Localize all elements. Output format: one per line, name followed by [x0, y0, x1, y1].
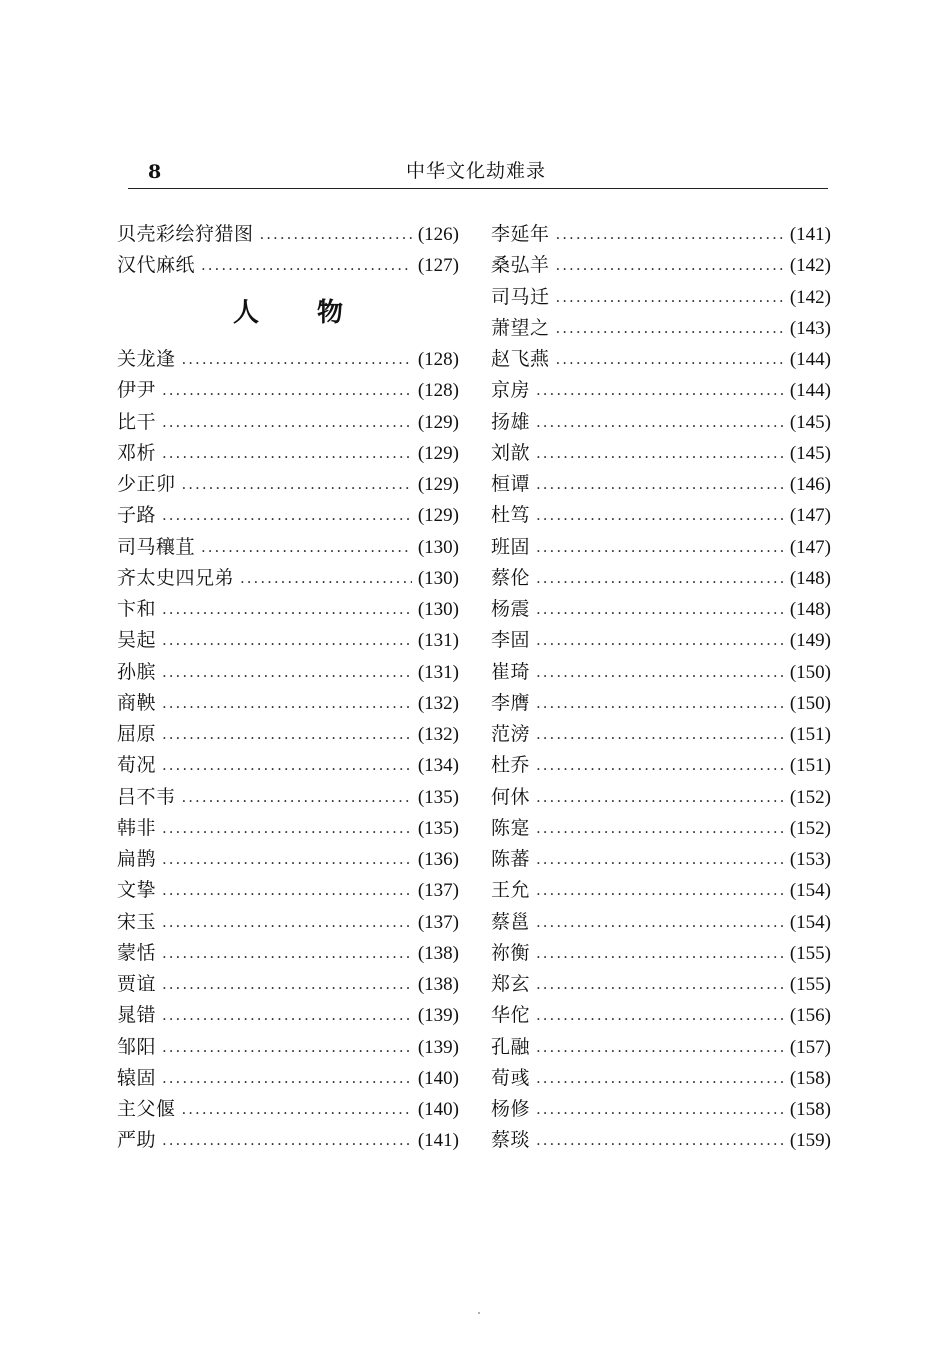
entry-page: (158) — [789, 1099, 831, 1121]
entry-page: (128) — [417, 380, 459, 402]
entry-title: 李固 — [491, 629, 531, 652]
entry-page: (147) — [789, 536, 831, 558]
dot-leader — [162, 719, 412, 750]
toc-entry — [117, 782, 459, 813]
entry-title: 齐太史四兄弟 — [117, 566, 235, 589]
entry-page: (130) — [417, 536, 459, 558]
entry-title: 司马迁 — [491, 285, 550, 308]
dot-leader — [556, 219, 784, 250]
entry-page: (134) — [417, 755, 459, 777]
entry-page: (150) — [789, 661, 831, 683]
entry-page: (149) — [789, 630, 831, 652]
dot-leader — [536, 907, 784, 938]
entry-title: 蔡伦 — [491, 566, 531, 589]
dot-leader — [536, 782, 784, 813]
entry-title: 关龙逢 — [117, 348, 176, 371]
entry-title: 扬雄 — [491, 410, 531, 433]
entry-page: (139) — [417, 1005, 459, 1027]
entry-page: (154) — [789, 880, 831, 902]
toc-entry — [491, 563, 831, 594]
entry-page: (136) — [417, 849, 459, 871]
toc-entry — [117, 1032, 459, 1063]
toc-entry — [117, 1125, 459, 1156]
entry-page: (129) — [417, 411, 459, 433]
dot-leader — [536, 407, 784, 438]
dot-leader — [536, 1000, 784, 1031]
entry-page: (140) — [417, 1067, 459, 1089]
entry-title: 吕不韦 — [117, 785, 176, 808]
entry-title: 赵飞燕 — [491, 348, 550, 371]
toc-entry — [117, 594, 459, 625]
toc-entry — [117, 688, 459, 719]
dot-leader — [162, 907, 412, 938]
entry-page: (141) — [789, 224, 831, 246]
entry-title: 吴起 — [117, 629, 157, 652]
entry-title: 杜乔 — [491, 754, 531, 777]
entry-page: (155) — [789, 942, 831, 964]
dot-leader — [556, 282, 784, 313]
entry-title: 郑玄 — [491, 973, 531, 996]
header-rule — [128, 188, 828, 189]
entry-page: (159) — [789, 1130, 831, 1152]
toc-entry — [491, 844, 831, 875]
dot-leader — [162, 657, 412, 688]
toc-entry — [117, 750, 459, 781]
toc-entry — [491, 782, 831, 813]
toc-entry — [491, 1000, 831, 1031]
entry-page: (156) — [789, 1005, 831, 1027]
entry-title: 蒙恬 — [117, 941, 157, 964]
dot-leader — [182, 782, 412, 813]
dot-leader — [536, 657, 784, 688]
dot-leader — [536, 594, 784, 625]
entry-title: 蔡琰 — [491, 1129, 531, 1152]
entry-page: (131) — [417, 630, 459, 652]
entry-page: (155) — [789, 974, 831, 996]
entry-title: 少正卯 — [117, 473, 176, 496]
dot-leader — [536, 750, 784, 781]
entry-title: 文挚 — [117, 879, 157, 902]
toc-entry — [491, 532, 831, 563]
entry-page: (135) — [417, 817, 459, 839]
toc-entry — [491, 813, 831, 844]
entry-title: 韩非 — [117, 816, 157, 839]
entry-title: 屈原 — [117, 723, 157, 746]
toc-entry — [117, 657, 459, 688]
entry-page: (132) — [417, 692, 459, 714]
dot-leader — [536, 1125, 784, 1156]
dot-leader — [162, 813, 412, 844]
dot-leader — [536, 1094, 784, 1125]
entry-page: (127) — [417, 255, 459, 277]
entry-page: (145) — [789, 442, 831, 464]
scan-speck — [478, 1312, 480, 1314]
entry-page: (130) — [417, 599, 459, 621]
toc-entry — [491, 375, 831, 406]
entry-title: 李膺 — [491, 691, 531, 714]
toc-entry — [491, 875, 831, 906]
dot-leader — [162, 407, 412, 438]
entry-page: (143) — [789, 317, 831, 339]
dot-leader — [536, 875, 784, 906]
toc-entry — [491, 1094, 831, 1125]
dot-leader — [556, 344, 784, 375]
entry-title: 邹阳 — [117, 1035, 157, 1058]
toc-entry — [491, 688, 831, 719]
toc-entry — [491, 250, 831, 281]
entry-page: (132) — [417, 724, 459, 746]
entry-page: (151) — [789, 755, 831, 777]
toc-entry — [117, 219, 459, 250]
dot-leader — [162, 875, 412, 906]
toc-entry — [491, 438, 831, 469]
entry-page: (151) — [789, 724, 831, 746]
dot-leader — [182, 1094, 412, 1125]
entry-title: 孙膑 — [117, 660, 157, 683]
toc-entry — [117, 438, 459, 469]
entry-page: (148) — [789, 567, 831, 589]
entry-page: (158) — [789, 1067, 831, 1089]
toc-entry — [117, 250, 459, 281]
entry-page: (144) — [789, 349, 831, 371]
toc-entry — [491, 969, 831, 1000]
dot-leader — [162, 1063, 412, 1094]
entry-title: 祢衡 — [491, 941, 531, 964]
dot-leader — [536, 688, 784, 719]
toc-entry — [117, 625, 459, 656]
entry-title: 刘歆 — [491, 441, 531, 464]
entry-title: 辕固 — [117, 1066, 157, 1089]
toc-entry — [491, 1125, 831, 1156]
entry-page: (142) — [789, 286, 831, 308]
entry-title: 李延年 — [491, 223, 550, 246]
dot-leader — [162, 688, 412, 719]
toc-entry — [117, 875, 459, 906]
entry-page: (152) — [789, 786, 831, 808]
toc-entry — [117, 469, 459, 500]
entry-page: (145) — [789, 411, 831, 433]
dot-leader — [536, 469, 784, 500]
toc-right-column — [491, 219, 831, 1157]
dot-leader — [536, 969, 784, 1000]
entry-page: (146) — [789, 474, 831, 496]
dot-leader — [162, 625, 412, 656]
toc-entry — [117, 719, 459, 750]
entry-page: (153) — [789, 849, 831, 871]
dot-leader — [536, 625, 784, 656]
toc-entry — [491, 1063, 831, 1094]
entry-title: 严助 — [117, 1129, 157, 1152]
dot-leader — [536, 938, 784, 969]
dot-leader — [536, 844, 784, 875]
entry-title: 荀况 — [117, 754, 157, 777]
dot-leader — [536, 500, 784, 531]
toc-entry — [491, 719, 831, 750]
toc-entry — [491, 1032, 831, 1063]
entry-title: 蔡邕 — [491, 910, 531, 933]
dot-leader — [162, 375, 412, 406]
dot-leader — [536, 813, 784, 844]
entry-title: 司马穰苴 — [117, 535, 196, 558]
toc-entry — [117, 1094, 459, 1125]
dot-leader — [536, 438, 784, 469]
entry-title: 范滂 — [491, 723, 531, 746]
entry-page: (137) — [417, 880, 459, 902]
dot-leader — [536, 563, 784, 594]
dot-leader — [536, 1032, 784, 1063]
toc-entry — [117, 344, 459, 375]
dot-leader — [182, 469, 412, 500]
toc-entry — [491, 594, 831, 625]
entry-page: (148) — [789, 599, 831, 621]
toc-entry — [491, 282, 831, 313]
entry-title: 比干 — [117, 410, 157, 433]
entry-title: 杨修 — [491, 1098, 531, 1121]
toc-entry — [491, 657, 831, 688]
dot-leader — [536, 375, 784, 406]
toc-entry — [491, 469, 831, 500]
dot-leader — [162, 844, 412, 875]
entry-page: (129) — [417, 474, 459, 496]
entry-title: 桑弘羊 — [491, 254, 550, 277]
dot-leader — [162, 969, 412, 1000]
entry-title: 贾谊 — [117, 973, 157, 996]
entry-page: (138) — [417, 974, 459, 996]
toc-entry — [117, 844, 459, 875]
entry-title: 杨震 — [491, 598, 531, 621]
entry-title: 华佗 — [491, 1004, 531, 1027]
toc-entry — [491, 500, 831, 531]
page-number: 8 — [148, 161, 162, 183]
entry-title: 萧望之 — [491, 316, 550, 339]
entry-title: 陈寔 — [491, 816, 531, 839]
toc-entry — [491, 625, 831, 656]
entry-title: 伊尹 — [117, 379, 157, 402]
dot-leader — [182, 344, 412, 375]
toc-entry — [491, 219, 831, 250]
entry-title: 卞和 — [117, 598, 157, 621]
entry-page: (126) — [417, 224, 459, 246]
entry-page: (152) — [789, 817, 831, 839]
toc-entry — [491, 313, 831, 344]
entry-title: 陈蕃 — [491, 848, 531, 871]
toc-entry — [491, 938, 831, 969]
toc-entry — [117, 1000, 459, 1031]
dot-leader — [162, 438, 412, 469]
toc-entry — [117, 969, 459, 1000]
entry-page: (130) — [417, 567, 459, 589]
entry-title: 贝壳彩绘狩猎图 — [117, 223, 254, 246]
dot-leader — [240, 563, 412, 594]
entry-page: (137) — [417, 911, 459, 933]
entry-title: 扁鹊 — [117, 848, 157, 871]
entry-page: (131) — [417, 661, 459, 683]
entry-page: (139) — [417, 1036, 459, 1058]
toc-entry — [117, 375, 459, 406]
entry-title: 班固 — [491, 535, 531, 558]
dot-leader — [556, 250, 784, 281]
entry-page: (150) — [789, 692, 831, 714]
entry-page: (138) — [417, 942, 459, 964]
toc-entry — [491, 407, 831, 438]
toc-entry — [491, 907, 831, 938]
dot-leader — [556, 313, 784, 344]
entry-title: 晁错 — [117, 1004, 157, 1027]
toc-entry — [117, 500, 459, 531]
entry-title: 崔琦 — [491, 660, 531, 683]
toc-entry — [117, 907, 459, 938]
dot-leader — [162, 750, 412, 781]
dot-leader — [162, 1032, 412, 1063]
toc-entry — [117, 1063, 459, 1094]
toc-entry — [491, 344, 831, 375]
dot-leader — [162, 594, 412, 625]
entry-page: (135) — [417, 786, 459, 808]
entry-title: 邓析 — [117, 441, 157, 464]
entry-page: (147) — [789, 505, 831, 527]
section-heading: 人物 — [232, 297, 401, 328]
toc-entry — [117, 563, 459, 594]
entry-title: 荀彧 — [491, 1066, 531, 1089]
dot-leader — [162, 1000, 412, 1031]
entry-page: (129) — [417, 505, 459, 527]
entry-page: (157) — [789, 1036, 831, 1058]
toc-entry — [117, 407, 459, 438]
entry-page: (128) — [417, 349, 459, 371]
toc-entry — [117, 938, 459, 969]
entry-page: (142) — [789, 255, 831, 277]
entry-page: (141) — [417, 1130, 459, 1152]
dot-leader — [536, 532, 784, 563]
entry-page: (140) — [417, 1099, 459, 1121]
toc-entry — [117, 532, 459, 563]
entry-title: 商鞅 — [117, 691, 157, 714]
dot-leader — [260, 219, 412, 250]
dot-leader — [162, 938, 412, 969]
entry-title: 杜笃 — [491, 504, 531, 527]
entry-title: 京房 — [491, 379, 531, 402]
entry-page: (129) — [417, 442, 459, 464]
entry-title: 何休 — [491, 785, 531, 808]
running-title: 中华文化劫难录 — [405, 160, 546, 182]
dot-leader — [536, 719, 784, 750]
entry-title: 子路 — [117, 504, 157, 527]
toc-entry — [117, 813, 459, 844]
dot-leader — [201, 532, 412, 563]
dot-leader — [162, 1125, 412, 1156]
entry-title: 桓谭 — [491, 473, 531, 496]
entry-page: (154) — [789, 911, 831, 933]
entry-title: 王允 — [491, 879, 531, 902]
entry-page: (144) — [789, 380, 831, 402]
dot-leader — [162, 500, 412, 531]
dot-leader — [536, 1063, 784, 1094]
entry-title: 宋玉 — [117, 910, 157, 933]
entry-title: 汉代麻纸 — [117, 254, 196, 277]
toc-left-column — [117, 219, 459, 1157]
toc-entry — [491, 750, 831, 781]
entry-title: 主父偃 — [117, 1098, 176, 1121]
entry-title: 孔融 — [491, 1035, 531, 1058]
dot-leader — [201, 250, 412, 281]
